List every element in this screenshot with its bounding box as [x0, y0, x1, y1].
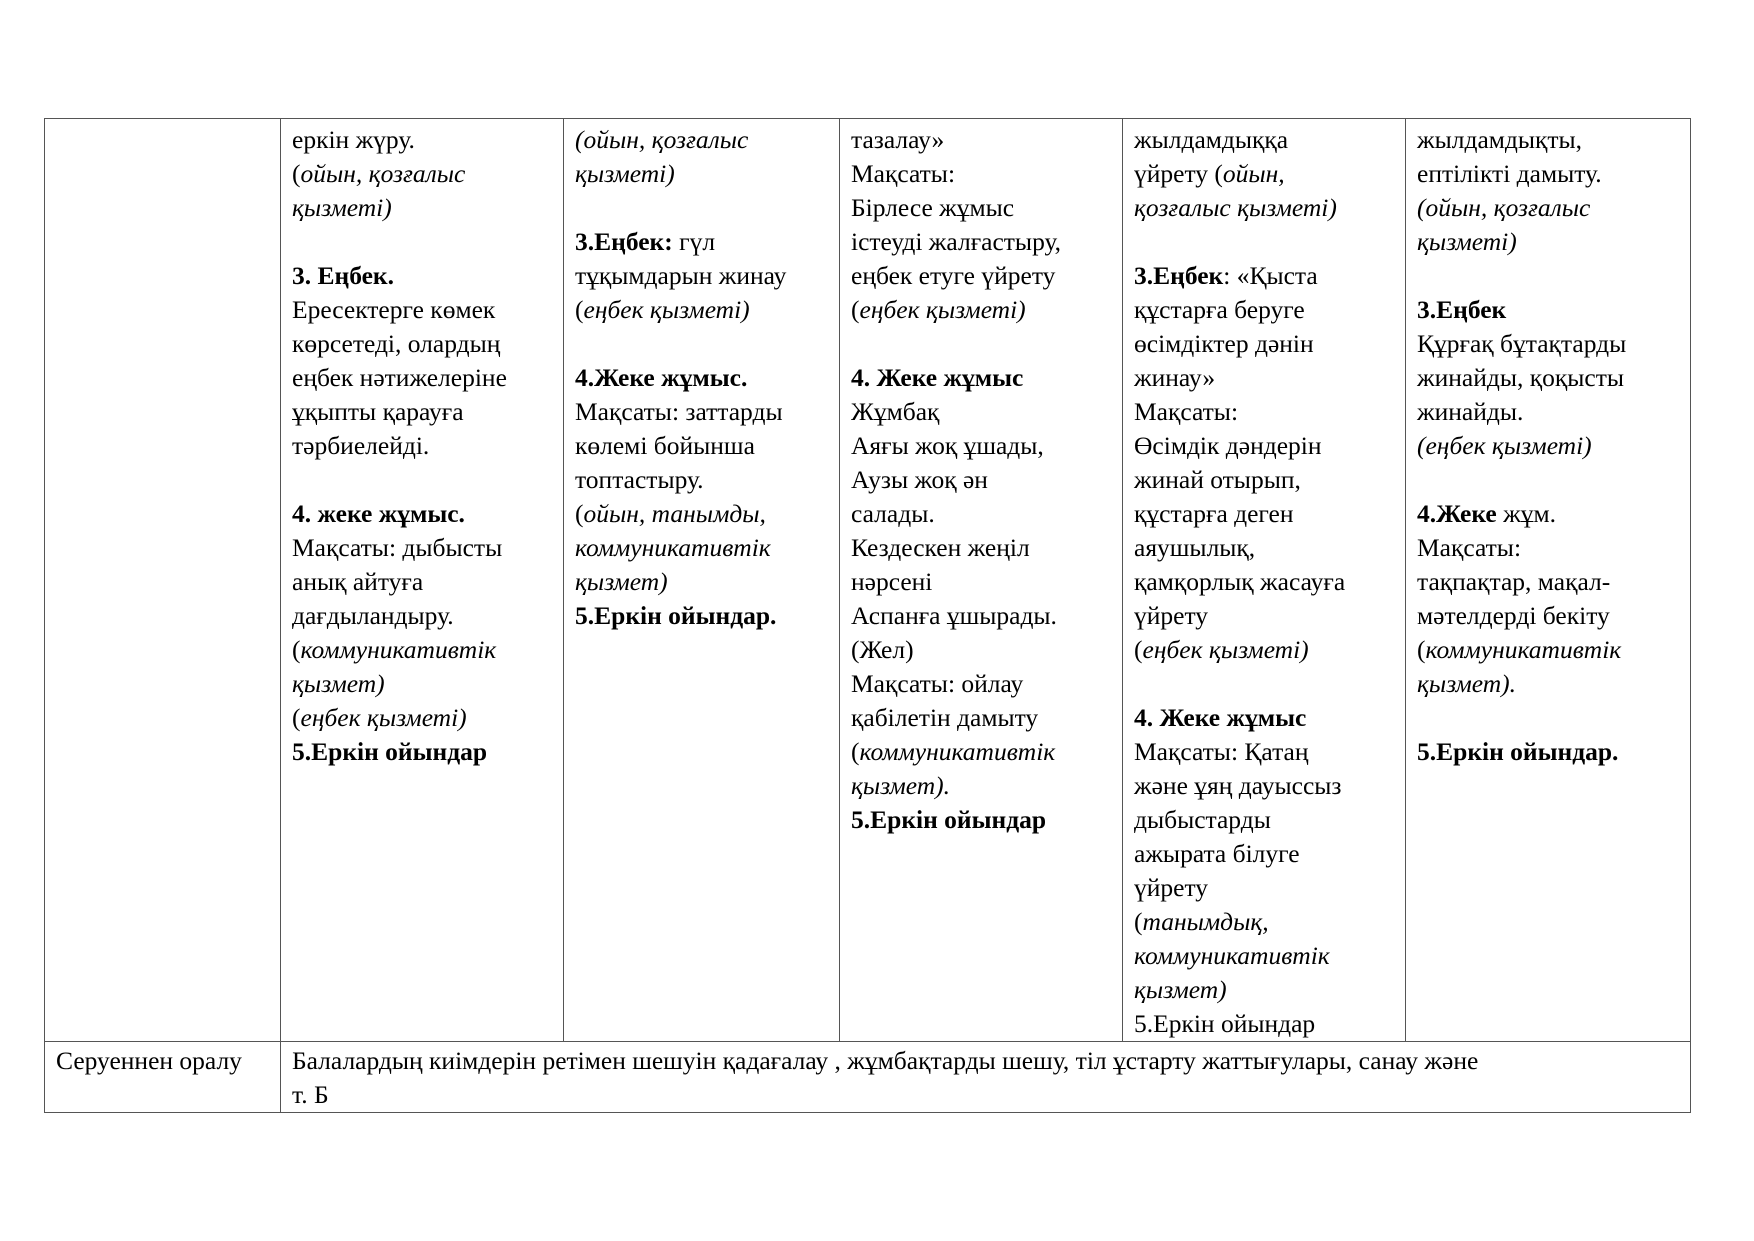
text-line	[292, 565, 553, 599]
text-line	[1417, 157, 1680, 191]
plain-text: Кездескен жеңіл	[851, 533, 1030, 562]
plain-text: істеуді жалғастыру,	[851, 227, 1062, 256]
bold-text: 5.Еркін ойындар.	[575, 601, 777, 630]
text-line	[851, 259, 1112, 293]
plain-text: ажырата білуге	[1134, 839, 1300, 868]
text-line	[1417, 497, 1680, 531]
text-line	[851, 463, 1112, 497]
text-line	[1134, 157, 1395, 191]
text-line	[1134, 939, 1395, 973]
text-line	[1417, 361, 1680, 395]
plain-text: қабілетін дамыту	[851, 703, 1039, 732]
text-line	[1134, 429, 1395, 463]
text-line	[1134, 225, 1395, 259]
text-line	[1134, 599, 1395, 633]
plain-text: Аяғы жоқ ұшады,	[851, 431, 1044, 460]
text-line	[292, 157, 553, 191]
text-line	[1417, 191, 1680, 225]
text-line	[1134, 667, 1395, 701]
bold-text: 4. жеке жұмыс.	[292, 499, 465, 528]
italic-text: қызметі)	[1417, 227, 1517, 256]
text-line	[575, 157, 829, 191]
plain-text: Мақсаты:	[1134, 397, 1239, 426]
text-line	[851, 735, 1112, 769]
text-line	[1134, 871, 1395, 905]
italic-text: қызмет)	[292, 669, 385, 698]
plain-text: ептілікті дамыту.	[1417, 159, 1602, 188]
plain-text: Ересектерге көмек	[292, 295, 496, 324]
text-line	[851, 565, 1112, 599]
text-line	[1417, 701, 1680, 735]
text-line	[1417, 429, 1680, 463]
text-line	[1134, 803, 1395, 837]
plain-text: (Жел)	[851, 635, 914, 664]
text-line	[1134, 395, 1395, 429]
plain-text: көлемі бойынша	[575, 431, 755, 460]
text-line	[292, 395, 553, 429]
day-column-5	[1406, 119, 1691, 1042]
plain-text: (	[1134, 635, 1143, 664]
return-text-line: т. Б	[292, 1080, 329, 1109]
text-line	[1134, 293, 1395, 327]
plain-text: гүл	[672, 227, 716, 256]
text-line	[292, 701, 553, 735]
plain-text: тәрбиелейді.	[292, 431, 430, 460]
italic-text: еңбек қызметі)	[1142, 635, 1309, 664]
text-line	[851, 769, 1112, 803]
text-line	[1134, 701, 1395, 735]
day-column-4	[1123, 119, 1406, 1042]
text-line	[1417, 463, 1680, 497]
text-line	[575, 531, 829, 565]
plain-text: дыбыстарды	[1134, 805, 1271, 834]
day-column-3	[840, 119, 1123, 1042]
bold-text: 4.Жеке	[1417, 499, 1497, 528]
plain-text: (	[292, 703, 301, 732]
text-line	[292, 633, 553, 667]
plain-text: : «Қыста	[1223, 261, 1318, 290]
plain-text: еңбек нәтижелеріне	[292, 363, 507, 392]
plain-text: Мақсаты: ойлау	[851, 669, 1024, 698]
plain-text: (	[851, 737, 860, 766]
plain-text: құстарға деген	[1134, 499, 1294, 528]
text-line	[1134, 259, 1395, 293]
text-line	[292, 225, 553, 259]
text-line	[1134, 191, 1395, 225]
text-line	[1134, 837, 1395, 871]
text-line	[292, 293, 553, 327]
plain-text: (	[292, 635, 301, 664]
italic-text: қызмет)	[1134, 975, 1227, 1004]
italic-text: қозғалыс қызметі)	[1134, 193, 1337, 222]
plain-text: еңбек етуге үйрету	[851, 261, 1056, 290]
italic-text: (ойын, қозғалыс	[1417, 193, 1591, 222]
italic-text: қызмет)	[575, 567, 668, 596]
text-line	[292, 429, 553, 463]
text-line	[575, 293, 829, 327]
plain-text: тақпақтар, мақал-	[1417, 567, 1611, 596]
text-line	[851, 803, 1112, 837]
return-row-content	[281, 1042, 1691, 1113]
plain-text: өсімдіктер дәнін	[1134, 329, 1314, 358]
plain-text: еркін жүру.	[292, 125, 415, 154]
italic-text: қызметі)	[292, 193, 392, 222]
italic-text: еңбек қызметі)	[859, 295, 1026, 324]
italic-text: коммуникативтік	[859, 737, 1056, 766]
italic-text: коммуникативтік	[575, 533, 771, 562]
text-line	[292, 259, 553, 293]
italic-text: коммуникативтік	[1425, 635, 1622, 664]
plain-text: жинау»	[1134, 363, 1216, 392]
text-line	[1134, 123, 1395, 157]
text-line	[851, 123, 1112, 157]
text-line	[1134, 769, 1395, 803]
text-line	[1134, 1007, 1395, 1041]
text-line	[575, 259, 829, 293]
text-line	[575, 599, 829, 633]
text-line	[851, 293, 1112, 327]
text-line	[851, 497, 1112, 531]
text-line	[1134, 463, 1395, 497]
italic-text: (еңбек қызметі)	[1417, 431, 1592, 460]
plain-text: үйрету	[1134, 873, 1209, 902]
schedule-table	[44, 118, 1691, 1113]
plain-text: Аузы жоқ ән	[851, 465, 988, 494]
text-line	[575, 429, 829, 463]
plain-text: топтастыру.	[575, 465, 704, 494]
plain-text: Мақсаты: Қатаң	[1134, 737, 1309, 766]
activities-row	[45, 119, 1691, 1042]
text-line	[1417, 327, 1680, 361]
plain-text: ұқыпты қарауға	[292, 397, 464, 426]
plain-text: Құрғақ бұтақтарды	[1417, 329, 1627, 358]
text-line	[292, 361, 553, 395]
plain-text: (	[292, 159, 301, 188]
text-line	[851, 701, 1112, 735]
text-line	[1134, 497, 1395, 531]
return-row-label	[45, 1042, 281, 1113]
text-line	[292, 327, 553, 361]
plain-text: мәтелдерді бекіту	[1417, 601, 1610, 630]
plain-text: Аспанға ұшырады.	[851, 601, 1057, 630]
text-line	[292, 497, 553, 531]
text-line	[851, 633, 1112, 667]
plain-text: құстарға беруге	[1134, 295, 1305, 324]
text-line	[292, 599, 553, 633]
text-line	[1417, 395, 1680, 429]
text-line	[851, 361, 1112, 395]
text-line	[1134, 905, 1395, 939]
text-line	[851, 667, 1112, 701]
bold-text: 3.Еңбек	[1134, 261, 1224, 290]
plain-text: (	[851, 295, 860, 324]
italic-text: ойын,	[1222, 159, 1285, 188]
plain-text: салады.	[851, 499, 935, 528]
plain-text: тұқымдарын жинау	[575, 261, 787, 290]
text-line	[292, 667, 553, 701]
bold-text: 3. Еңбек.	[292, 261, 394, 290]
italic-text: коммуникативтік	[1134, 941, 1330, 970]
text-line	[292, 531, 553, 565]
text-line	[575, 327, 829, 361]
plain-text: Мақсаты: заттарды	[575, 397, 783, 426]
text-line	[851, 599, 1112, 633]
plain-text: 5.Еркін ойындар	[1134, 1009, 1316, 1038]
text-line	[292, 735, 553, 769]
plain-text: тазалау»	[851, 125, 945, 154]
plain-text: Жұмбақ	[851, 397, 940, 426]
plain-text: (	[575, 499, 584, 528]
return-label-text: Серуеннен оралу	[56, 1046, 242, 1075]
text-line	[1417, 293, 1680, 327]
day-column-1	[281, 119, 564, 1042]
plain-text: жылдамдықты,	[1417, 125, 1583, 154]
text-line	[851, 429, 1112, 463]
plain-text: жылдамдыққа	[1134, 125, 1289, 154]
plain-text: Мақсаты: дыбысты	[292, 533, 503, 562]
text-line	[1134, 973, 1395, 1007]
text-line	[575, 361, 829, 395]
bold-text: 4. Жеке жұмыс	[1134, 703, 1307, 732]
return-row	[45, 1042, 1691, 1113]
bold-text: 4. Жеке жұмыс	[851, 363, 1024, 392]
bold-text: 5.Еркін ойындар.	[1417, 737, 1619, 766]
text-line	[292, 191, 553, 225]
plain-text: аяушылық,	[1134, 533, 1256, 562]
text-line	[292, 463, 553, 497]
text-line	[1417, 633, 1680, 667]
plain-text: анық айтуға	[292, 567, 424, 596]
plain-text: Мақсаты:	[851, 159, 956, 188]
text-line	[851, 157, 1112, 191]
text-line	[851, 531, 1112, 565]
text-line	[1417, 565, 1680, 599]
text-line	[1417, 123, 1680, 157]
plain-text: үйрету (	[1134, 159, 1223, 188]
italic-text: еңбек қызметі)	[300, 703, 467, 732]
plain-text: үйрету	[1134, 601, 1209, 630]
text-line	[575, 395, 829, 429]
italic-text: (ойын, қозғалыс	[575, 125, 749, 154]
plain-text: (	[575, 295, 584, 324]
plain-text: жұм.	[1496, 499, 1557, 528]
bold-text: 4.Жеке жұмыс.	[575, 363, 748, 392]
bold-text: 3.Еңбек:	[575, 227, 673, 256]
text-line	[575, 191, 829, 225]
text-line	[851, 327, 1112, 361]
text-line	[1417, 735, 1680, 769]
text-line	[1417, 599, 1680, 633]
italic-text: ойын, танымды,	[583, 499, 766, 528]
text-line	[1134, 565, 1395, 599]
italic-text: қызметі)	[575, 159, 675, 188]
text-line	[1417, 225, 1680, 259]
bold-text: 3.Еңбек	[1417, 295, 1507, 324]
plain-text: жинайды, қоқысты	[1417, 363, 1624, 392]
plain-text: (	[1417, 635, 1426, 664]
text-line	[1134, 361, 1395, 395]
text-line	[1417, 259, 1680, 293]
plain-text: көрсетеді, олардың	[292, 329, 501, 358]
text-line	[292, 123, 553, 157]
text-line	[575, 565, 829, 599]
plain-text: дағдыландыру.	[292, 601, 454, 630]
text-line	[1134, 633, 1395, 667]
text-line	[575, 225, 829, 259]
row-label-cell	[45, 119, 281, 1042]
text-line	[1417, 531, 1680, 565]
text-line	[1134, 531, 1395, 565]
text-line	[575, 463, 829, 497]
text-line	[851, 191, 1112, 225]
italic-text: еңбек қызметі)	[583, 295, 750, 324]
text-line	[575, 123, 829, 157]
italic-text: қызмет).	[851, 771, 951, 800]
plain-text: және ұяң дауыссыз	[1134, 771, 1342, 800]
italic-text: ойын, қозғалыс	[300, 159, 466, 188]
italic-text: қызмет).	[1417, 669, 1517, 698]
text-line	[1134, 735, 1395, 769]
plain-text: нәрсені	[851, 567, 933, 596]
day-column-2	[564, 119, 840, 1042]
plain-text: Мақсаты:	[1417, 533, 1522, 562]
plain-text: жинай отырып,	[1134, 465, 1301, 494]
plain-text: қамқорлық жасауға	[1134, 567, 1346, 596]
text-line	[1134, 327, 1395, 361]
return-text-line: Балалардың киімдерін ретімен шешуін қадағалау , жұмбақтарды шешу, тіл ұстарту жаттығулары, санау және	[292, 1046, 1479, 1075]
text-line	[851, 395, 1112, 429]
italic-text: танымдық,	[1142, 907, 1269, 936]
bold-text: 5.Еркін ойындар	[851, 805, 1047, 834]
plain-text: Бірлесе жұмыс	[851, 193, 1015, 222]
text-line	[575, 497, 829, 531]
plain-text: (	[1134, 907, 1143, 936]
plain-text: жинайды.	[1417, 397, 1524, 426]
text-line	[1417, 667, 1680, 701]
bold-text: 5.Еркін ойындар	[292, 737, 488, 766]
italic-text: коммуникативтік	[300, 635, 497, 664]
text-line	[851, 225, 1112, 259]
plain-text: Өсімдік дәндерін	[1134, 431, 1322, 460]
